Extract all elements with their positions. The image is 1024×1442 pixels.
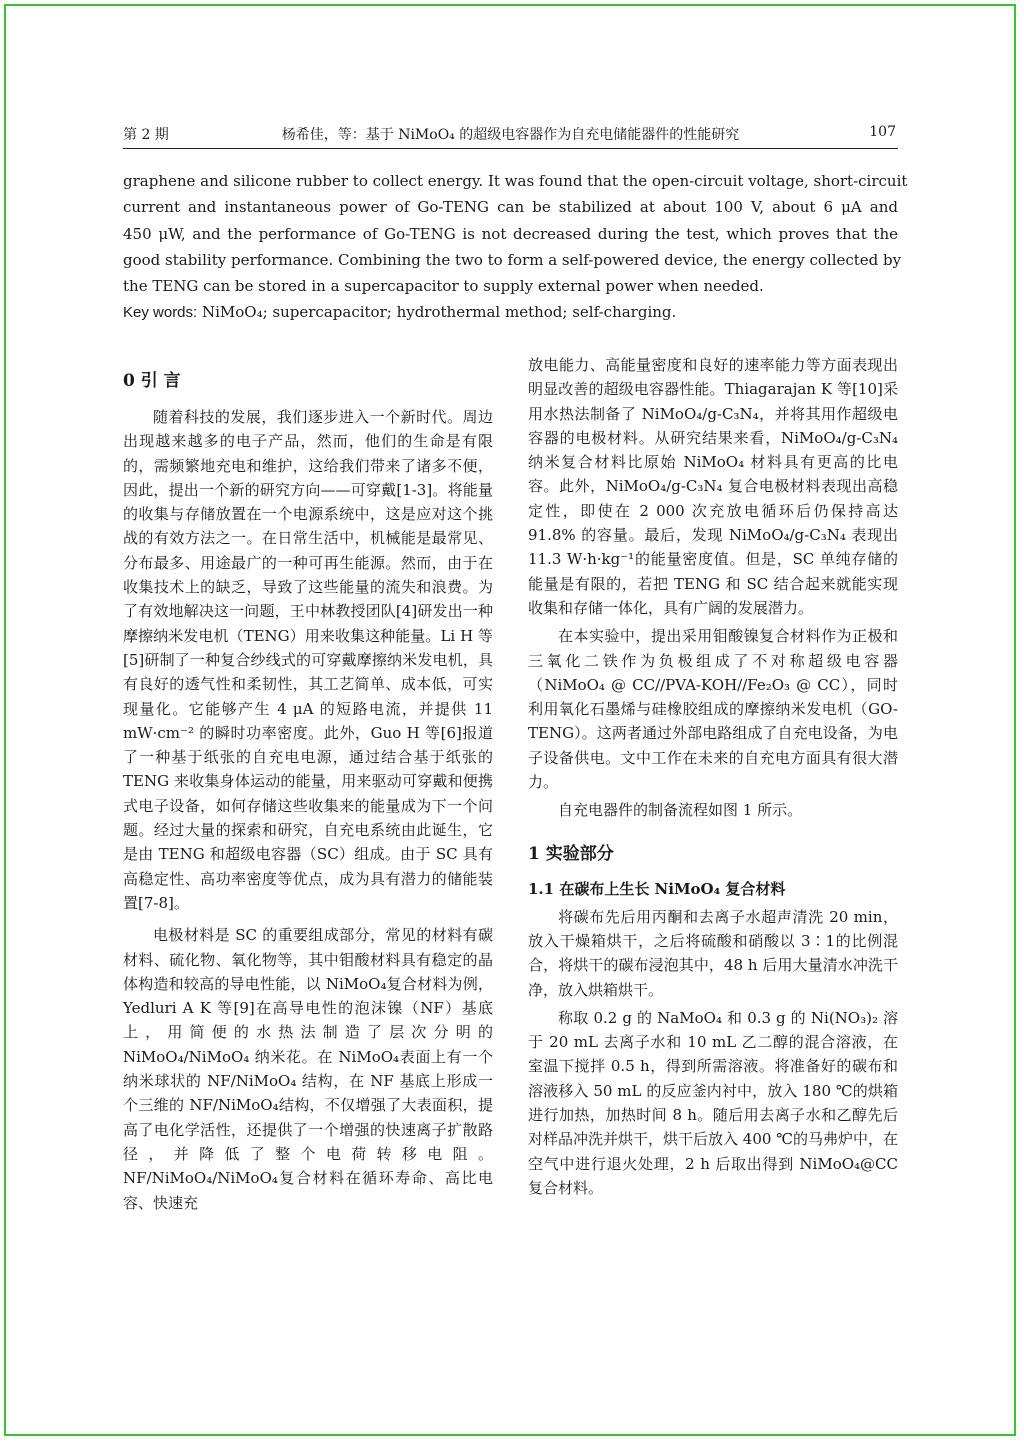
abstract-line: graphene and silicone rubber to collect energy. It was found that the open-circuit voltage, short-circuit: [123, 172, 908, 190]
issue-number: 第 2 期: [123, 127, 169, 143]
intro-paragraph-5: 自充电器件的制备流程如图 1 所示。: [558, 801, 803, 820]
abstract-line: good stability performance. Combining the two to form a self-powered device, the energy collected by: [123, 250, 902, 269]
abstract-line: the TENG can be stored in a supercapacitor to supply external power when needed.: [123, 277, 764, 296]
intro-paragraph-2: 电极材料是 SC 的重要组成部分，常见的材料有碳材料、硫化物、氧化物等，其中钼酸材料具有稳定的晶体构造和较高的导电性能，以 NiMoO₄复合材料为例，Yedluri A K 等[9]在高导电性的泡沫镍（NF）基底上，用简便的水热法制造了层次分明的 NiMoO₄/NiMoO₄ 纳米花。在 NiMoO₄表面上有一个纳米球状的 NF/NiMoO₄ 结构，在 NF 基底上形成一个三维的 NF/NiMoO₄结构，不仅增强了大表面积，提高了电化学活性，还提供了一个增强的快速离子扩散路径，并降低了整个电荷转移电阻。NF/NiMoO₄/NiMoO₄复合材料在循环寿命、高比电容、快速充: [123, 926, 493, 1212]
section-title-intro: 0 引 言: [123, 371, 181, 391]
right-column: [528, 353, 898, 1200]
keywords-label: Key words:: [123, 304, 198, 322]
english-abstract: [123, 168, 908, 326]
page-number: 107: [869, 124, 896, 140]
intro-paragraph-1: 随着科技的发展，我们逐步进入一个新时代。周边出现越来越多的电子产品，然而，他们的生命是有限的，需频繁地充电和维护，这给我们带来了诸多不便，因此，提出一个新的研究方向——可穿戴[1-3]。将能量的收集与存储放置在一个电源系统中，这是应对这个挑战的有效方法之一。在日常生活中，机械能是最常见、分布最多、用途最广的一种可再生能源。然而，由于在收集技术上的缺乏，导致了这些能量的流失和浪费。为了有效地解决这一问题，王中林教授团队[4]研发出一种摩擦纳米发电机（TENG）用来收集这种能量。Li H 等[5]研制了一种复合纱线式的可穿戴摩擦纳米发电机，具有良好的透气性和柔韧性，其工艺简单、成本低，可实现量化。它能够产生 4 μA 的短路电流，并提供 11 mW·cm⁻² 的瞬时功率密度。此外，Guo H 等[6]报道了一种基于纸张的自充电电源，通过结合基于纸张的 TENG 来收集身体运动的能量，用来驱动可穿戴和便携式电子设备，如何存储这些收集来的能量成为下一个问题。经过大量的探索和研究，自充电系统由此诞生，它是由 TENG 和超级电容器（SC）组成。由于 SC 具有高稳定性、高功率密度等优点，成为具有潜力的储能装置[7-8]。: [123, 408, 493, 912]
left-column: [123, 353, 493, 1215]
subsection-title: 1.1 在碳布上生长 NiMoO₄ 复合材料: [528, 879, 786, 898]
experiment-paragraph-1: 将碳布先后用丙酮和去离子水超声清洗 20 min，放入干燥箱烘干，之后将硫酸和硝酸以 3∶1的比例混合，将烘干的碳布浸泡其中，48 h 后用大量清水冲洗干净，放入烘箱烘干。: [528, 907, 898, 999]
intro-paragraph-3: 放电能力、高能量密度和良好的速率能力等方面表现出明显改善的超级电容器性能。Thiagarajan K 等[10]采用水热法制备了 NiMoO₄/g-C₃N₄，并将其用作超级电容器的电极材料。从研究结果来看，NiMoO₄/g-C₃N₄ 纳米复合材料比原始 NiMoO₄ 材料具有更高的比电容。此外，NiMoO₄/g-C₃N₄ 复合电极材料表现出高稳定性，即使在 2 000 次充放电循环后仍保持高达 91.8% 的容量。最后，发现 NiMoO₄/g-C₃N₄ 表现出 11.3 W·h·kg⁻¹的能量密度值。但是，SC 单纯存储的能量是有限的，若把 TENG 和 SC 结合起来就能实现收集和存储一体化，具有广阔的发展潜力。: [528, 356, 898, 617]
section-title-experiment: 1 实验部分: [528, 843, 614, 864]
keywords: [123, 299, 898, 326]
running-title: 杨希佳，等：基于 NiMoO₄ 的超级电容器作为自充电储能器件的性能研究: [281, 127, 740, 143]
abstract-line: 450 μW, and the performance of Go-TENG is not decreased during the test, which proves that the: [123, 224, 898, 243]
intro-paragraph-4: 在本实验中，提出采用钼酸镍复合材料作为正极和三氧化二铁作为负极组成了不对称超级电容器（NiMoO₄ @ CC//PVA-KOH//Fe₂O₃ @ CC），同时利用氧化石墨烯与硅橡胶组成的摩擦纳米发电机（GO-TENG）。这两者通过外部电路组成了自充电设备，为电子设备供电。文中工作在未来的自充电方面具有很大潜力。: [528, 627, 898, 792]
running-header: [123, 122, 898, 149]
experiment-paragraph-2: 称取 0.2 g 的 NaMoO₄ 和 0.3 g 的 Ni(NO₃)₂ 溶于 20 mL 去离子水和 10 mL 乙二醇的混合溶液，在室温下搅拌 0.5 h，得到所需溶液。将准备好的碳布和溶液移入 50 mL 的反应釜内衬中，放入 180 ℃的烘箱进行加热，加热时间 8 h。随后用去离子水和乙醇先后对样品冲洗并烘干，烘干后放入 400 ℃的马弗炉中，在空气中进行退火处理，2 h 后取出得到 NiMoO₄@CC 复合材料。: [528, 1008, 898, 1197]
abstract-line: current and instantaneous power of Go-TENG can be stabilized at about 100 V, about 6 μA and: [123, 198, 898, 217]
keywords-text: NiMoO₄; supercapacitor; hydrothermal method; self-charging.: [201, 303, 677, 322]
